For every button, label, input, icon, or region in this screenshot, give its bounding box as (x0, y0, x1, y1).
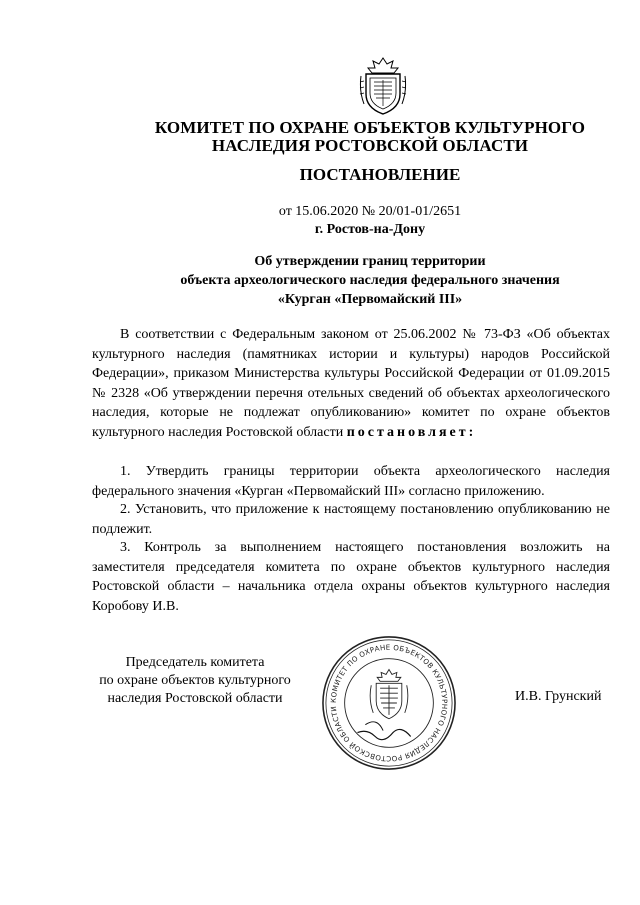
city: г. Ростов-на-Дону (314, 222, 426, 237)
org-name-line1: КОМИТЕТ ПО ОХРАНЕ ОБЪЕКТОВ КУЛЬТУРНОГО (154, 118, 586, 137)
position-line3: наследия Ростовской области (107, 691, 283, 706)
preamble-paragraph (92, 325, 610, 442)
org-name-line2: НАСЛЕДИЯ РОСТОВСКОЙ ОБЛАСТИ (211, 136, 529, 155)
document-type: ПОСТАНОВЛЕНИЕ (299, 165, 461, 184)
title-line1: Об утверждении границ территории (254, 254, 486, 269)
position-line2: по охране объектов культурного (99, 673, 291, 688)
decision-item-2 (92, 500, 610, 539)
title-line3: «Курган «Первомайский III» (277, 292, 463, 307)
coat-of-arms-icon (358, 56, 408, 116)
preamble-text: В соответствии с Федеральным законом от 25.06.2002 № 73-ФЗ «Об объектах культурного наследия (памятниках истории и культуры) народов Российской Федерации», приказом Министерства культуры Российской Федерации от 01.09.2015 № 2328 «Об утверждении перечня отельных сведений об объектах археологического наследия, которые не подлежат опубликованию» комитет по охране объектов культурного наследия Ростовской области (92, 327, 610, 440)
decision-item-1-text: 1. Утвердить границы территории объекта археологического наследия федерального значения «Курган «Первомайский III» согласно приложению. (92, 464, 610, 499)
position-line1: Председатель комитета (125, 655, 265, 670)
date-number: от 15.06.2020 № 20/01-01/2651 (278, 204, 462, 219)
signatory-position (95, 654, 295, 708)
decision-item-2-text: 2. Установить, что приложение к настоящему постановлению опубликованию не подлежит. (92, 502, 610, 537)
decision-item-1 (92, 462, 610, 501)
title-line2: объекта археологического наследия федерального значения (180, 273, 560, 288)
decree-word: постановляет: (346, 424, 477, 440)
signer-name: И.В. Грунский (515, 689, 602, 704)
decision-item-3-text: 3. Контроль за выполнением настоящего постановления возложить на заместителя председателя комитета по охране объектов культурного наследия Ростовской области – начальника отдела охраны объектов культурного наследия Коробову И.В. (92, 540, 610, 614)
decision-item-3 (92, 538, 610, 616)
seal-text: КОМИТЕТ ПО ОХРАНЕ ОБЪЕКТОВ КУЛЬТУРНОГО НАСЛЕДИЯ РОСТОВСКОЙ ОБЛАСТИ (328, 642, 450, 764)
official-seal-icon (320, 634, 458, 772)
